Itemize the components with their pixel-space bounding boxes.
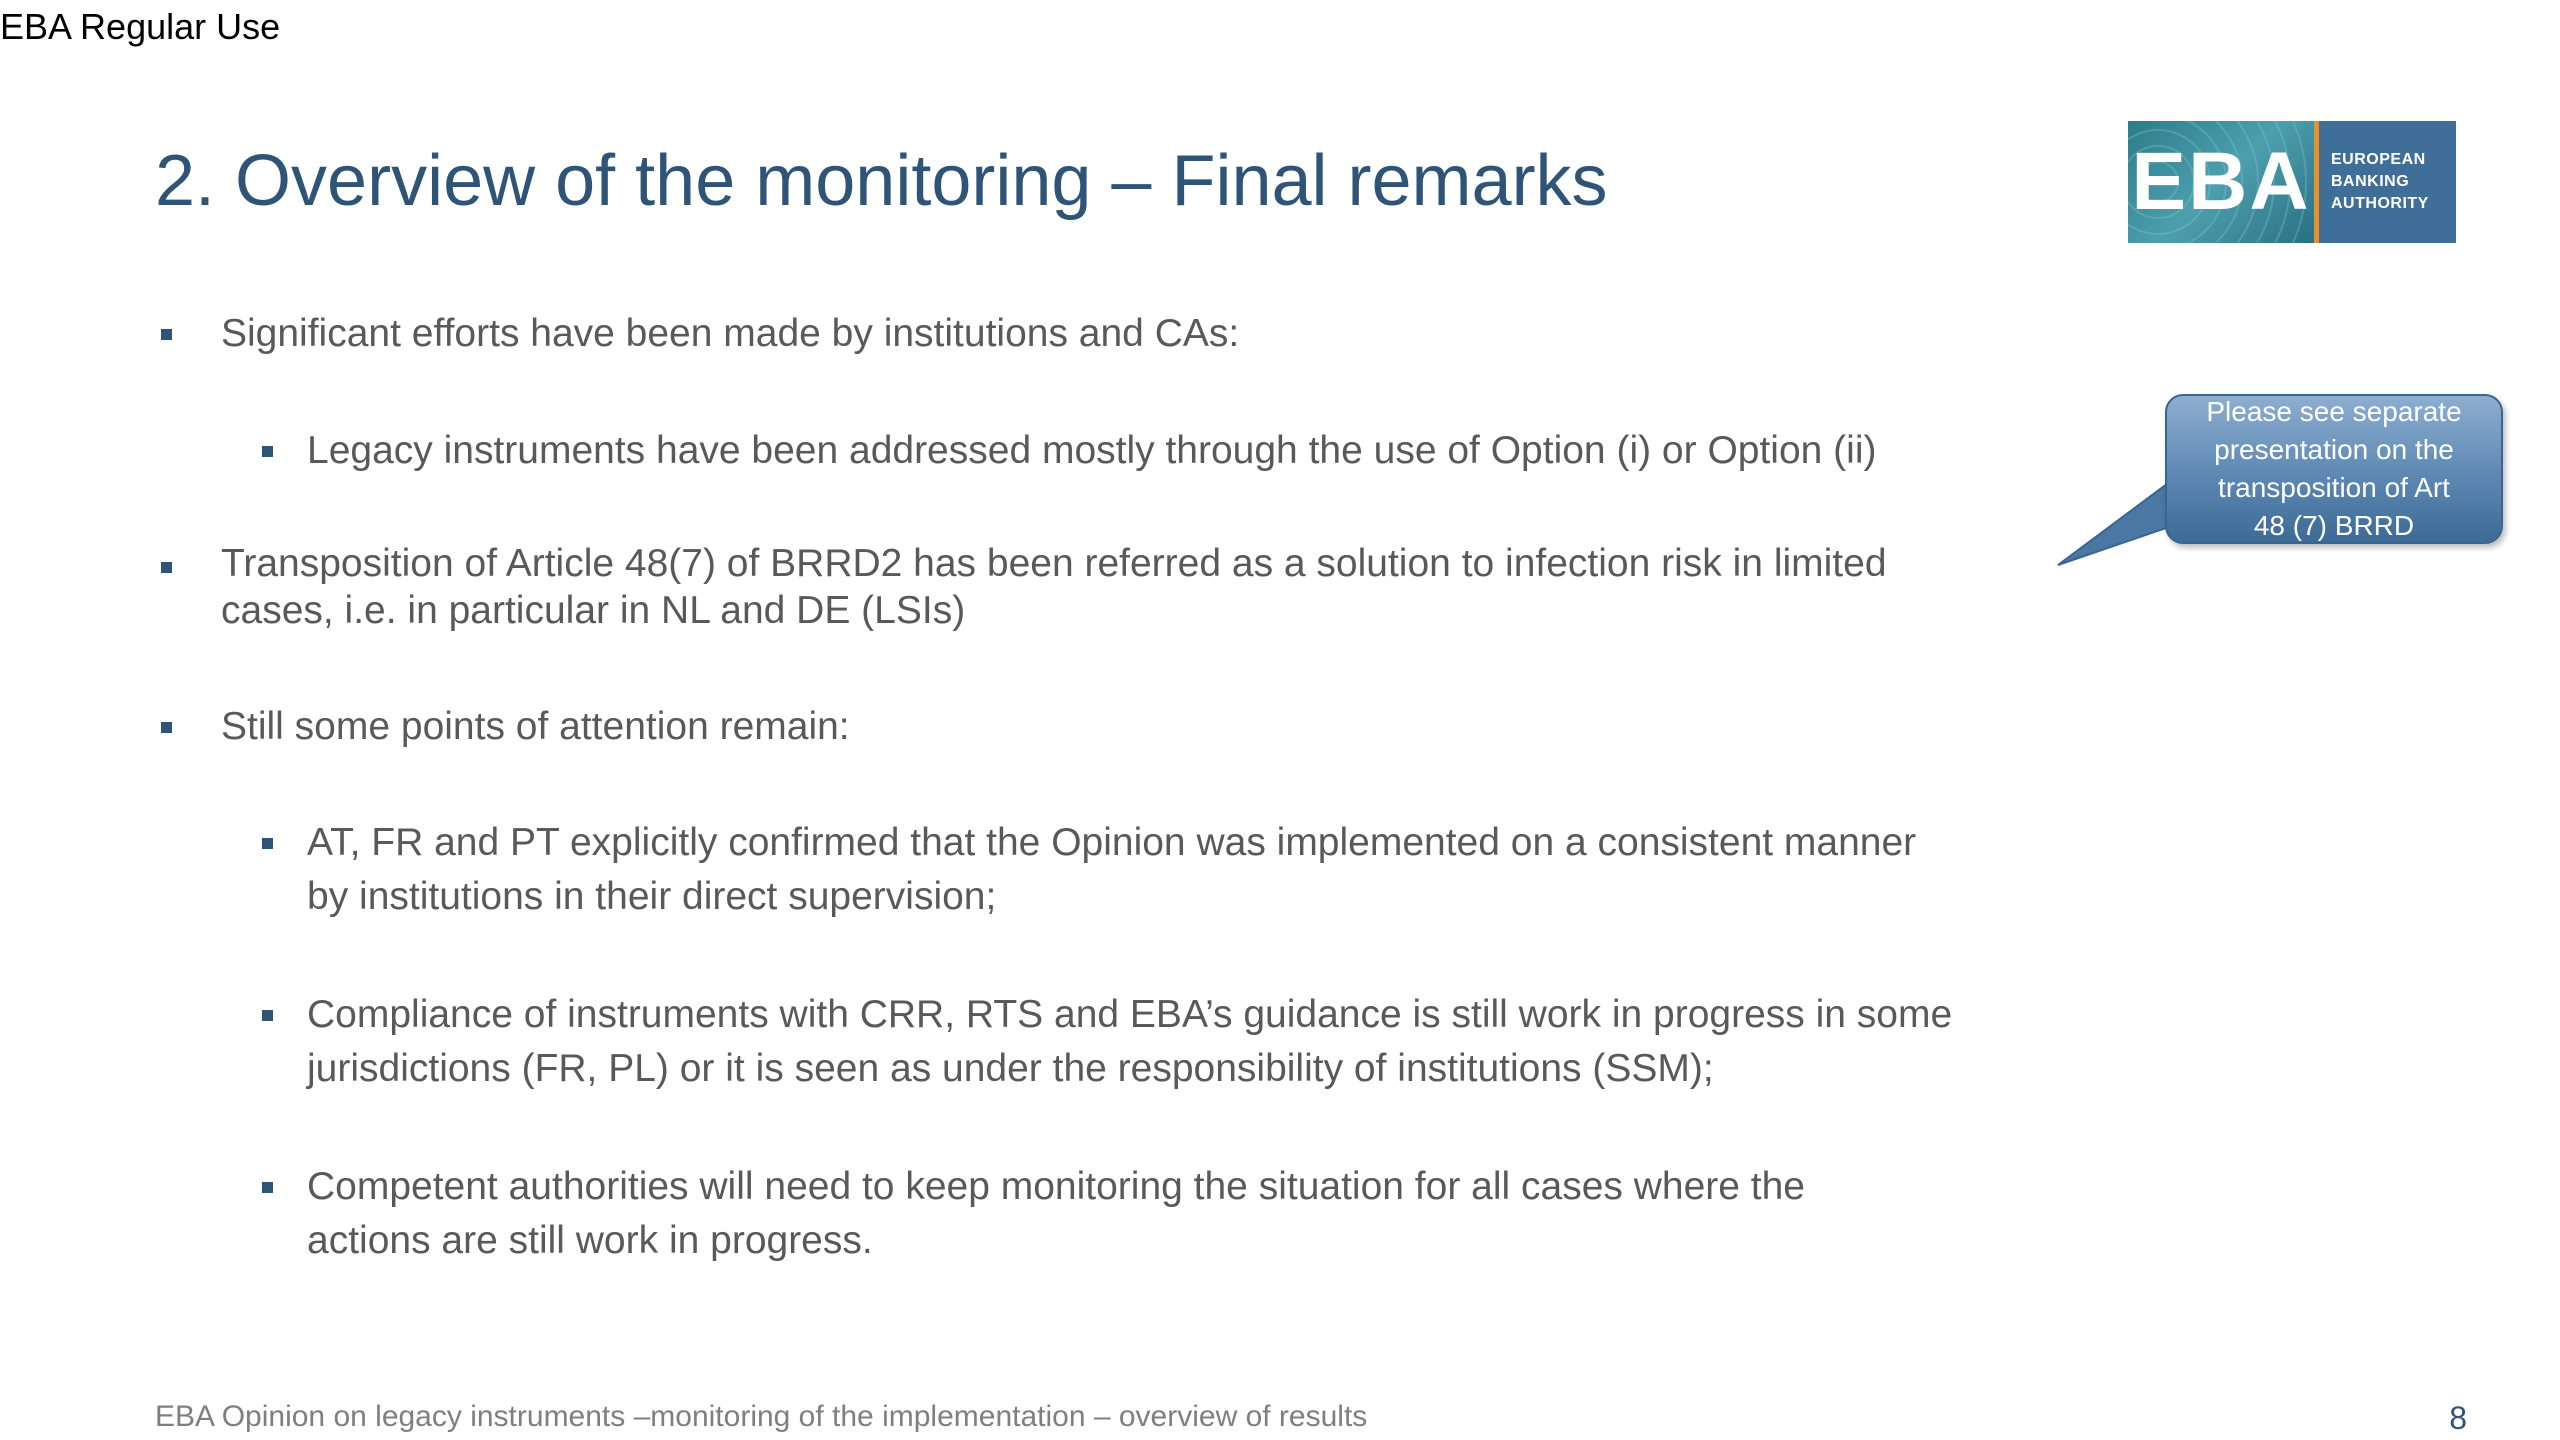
logo-line-1: EUROPEAN (2331, 151, 2426, 168)
sub-bullet-item (307, 424, 1876, 478)
callout-note (2165, 394, 2503, 544)
bullet-item (221, 700, 850, 754)
bullet-item (221, 540, 1887, 634)
bullet-text-line-1: Competent authorities will need to keep monitoring the situation for all cases where the (307, 1165, 1805, 1208)
bullet-marker-icon (262, 838, 273, 849)
sub-bullet-item (307, 1160, 1805, 1268)
bullet-text-line-1: AT, FR and PT explicitly confirmed that the Opinion was implemented on a consistent manner (307, 821, 1917, 864)
sub-bullet-item (307, 988, 1952, 1096)
slide-title: 2. Overview of the monitoring – Final remarks (155, 141, 1608, 221)
bullet-marker-icon (262, 446, 273, 457)
page-number: 8 (2449, 1400, 2467, 1436)
bullet-item (221, 307, 1239, 361)
logo-line-3: AUTHORITY (2331, 195, 2429, 212)
sub-bullet-item (307, 816, 1916, 924)
bullet-text: Legacy instruments have been addressed mostly through the use of Option (i) or Option (ii) (307, 429, 1877, 472)
bullet-marker-icon (161, 722, 172, 733)
bullet-text-line-1: Compliance of instruments with CRR, RTS and EBA’s guidance is still work in progress in some (307, 993, 1953, 1036)
bullet-text: Significant efforts have been made by institutions and CAs: (221, 312, 1240, 355)
bullet-marker-icon (262, 1182, 273, 1193)
bullet-marker-icon (161, 329, 172, 340)
bullet-text: Still some points of attention remain: (221, 705, 850, 748)
callout-line-1: Please see separate (2206, 396, 2462, 427)
logo-mark-text: EBA (2131, 136, 2311, 227)
bullet-text-line-2: by institutions in their direct supervision; (307, 875, 997, 918)
callout-line-4: 48 (7) BRRD (2253, 510, 2415, 541)
bullet-text-line-1: Transposition of Article 48(7) of BRRD2 has been referred as a solution to infection risk in limited (221, 542, 1887, 585)
bullet-text-line-2: cases, i.e. in particular in NL and DE (LSIs) (221, 589, 966, 632)
callout-line-3: transposition of Art (2218, 472, 2450, 503)
bullet-marker-icon (161, 562, 172, 573)
bullet-marker-icon (262, 1010, 273, 1021)
footer-text: EBA Opinion on legacy instruments –monitoring of the implementation – overview of results (155, 1400, 1368, 1433)
logo-line-2: BANKING (2331, 173, 2410, 190)
callout-line-2: presentation on the (2214, 434, 2454, 465)
bullet-text-line-2: jurisdictions (FR, PL) or it is seen as under the responsibility of institutions (SSM); (307, 1047, 1714, 1090)
bullet-text-line-2: actions are still work in progress. (307, 1219, 873, 1262)
classification-label: EBA Regular Use (0, 6, 281, 47)
